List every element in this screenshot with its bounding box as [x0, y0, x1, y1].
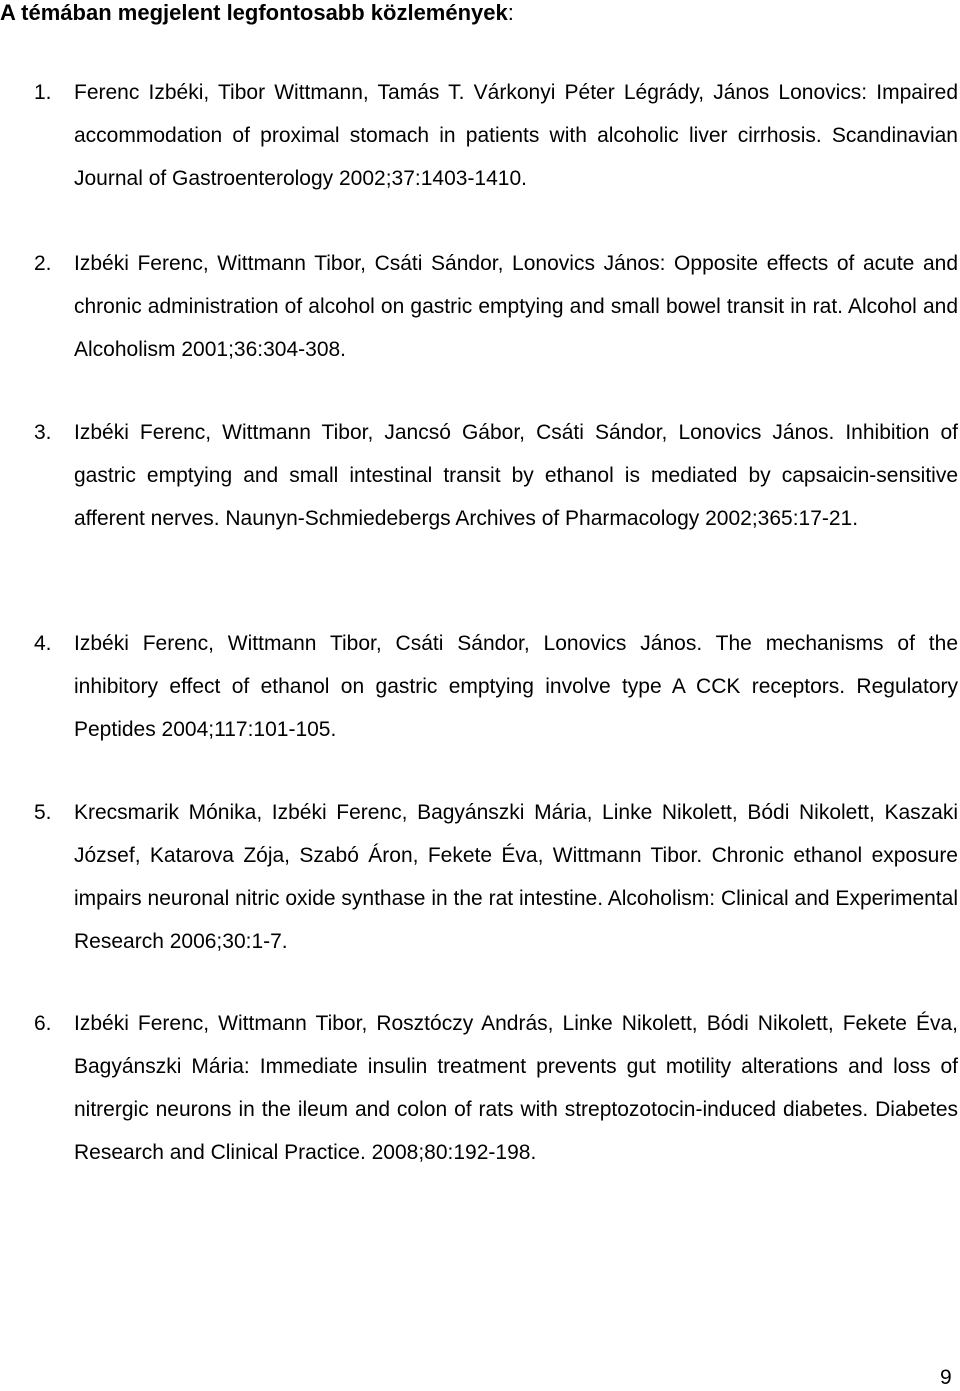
publication-text: Krecsmarik Mónika, Izbéki Ferenc, Bagyánszki Mária, Linke Nikolett, Bódi Nikolett, Kaszaki József, Katarova Zója, Szabó Áron, Fekete Éva, Wittmann Tibor. Chronic ethanol exposure impairs neuronal nitric oxide synthase in the rat intestine. Alcoholism: Clinical and Experimental Research 2006;30:1-7.: [74, 801, 958, 953]
publication-item: [34, 622, 958, 751]
publication-item: [34, 71, 958, 200]
publication-text: Izbéki Ferenc, Wittmann Tibor, Rosztóczy András, Linke Nikolett, Bódi Nikolett, Fekete Éva, Bagyánszki Mária: Immediate insulin treatment prevents gut motility alterations and loss of nitrergic neurons in the ileum and colon of rats with streptozotocin-induced diabetes. Diabetes Research and Clinical Practice. 2008;80:192-198.: [74, 1012, 958, 1164]
heading-colon: :: [507, 0, 514, 25]
publication-number: 5.: [34, 801, 52, 824]
publication-number: 6.: [34, 1012, 52, 1035]
page-heading: [0, 0, 514, 26]
page-number: 9: [940, 1366, 952, 1389]
publication-number: 2.: [34, 252, 52, 275]
heading-title: A témában megjelent legfontosabb közlemények: [0, 0, 508, 25]
publication-text: Izbéki Ferenc, Wittmann Tibor, Jancsó Gábor, Csáti Sándor, Lonovics János. Inhibition of gastric emptying and small intestinal transit by ethanol is mediated by capsaicin-sensitive afferent nerves. Naunyn-Schmiedebergs Archives of Pharmacology 2002;365:17-21.: [74, 421, 958, 530]
publication-item: [34, 411, 958, 540]
publication-item: [34, 242, 958, 371]
publication-number: 3.: [34, 421, 52, 444]
publication-item: [34, 1002, 958, 1174]
publication-number: 4.: [34, 632, 52, 655]
publication-text: Izbéki Ferenc, Wittmann Tibor, Csáti Sándor, Lonovics János: Opposite effects of acute and chronic administration of alcohol on gastric emptying and small bowel transit in rat. Alcohol and Alcoholism 2001;36:304-308.: [74, 252, 958, 361]
publication-text: Izbéki Ferenc, Wittmann Tibor, Csáti Sándor, Lonovics János. The mechanisms of the inhibitory effect of ethanol on gastric emptying involve type A CCK receptors. Regulatory Peptides 2004;117:101-105.: [74, 632, 958, 741]
publication-number: 1.: [34, 81, 52, 104]
publication-text: Ferenc Izbéki, Tibor Wittmann, Tamás T. Várkonyi Péter Légrády, János Lonovics: Impaired accommodation of proximal stomach in patients with alcoholic liver cirrhosis. Scandinavian Journal of Gastroenterology 2002;37:1403-1410.: [74, 81, 958, 190]
publication-item: [34, 791, 958, 963]
